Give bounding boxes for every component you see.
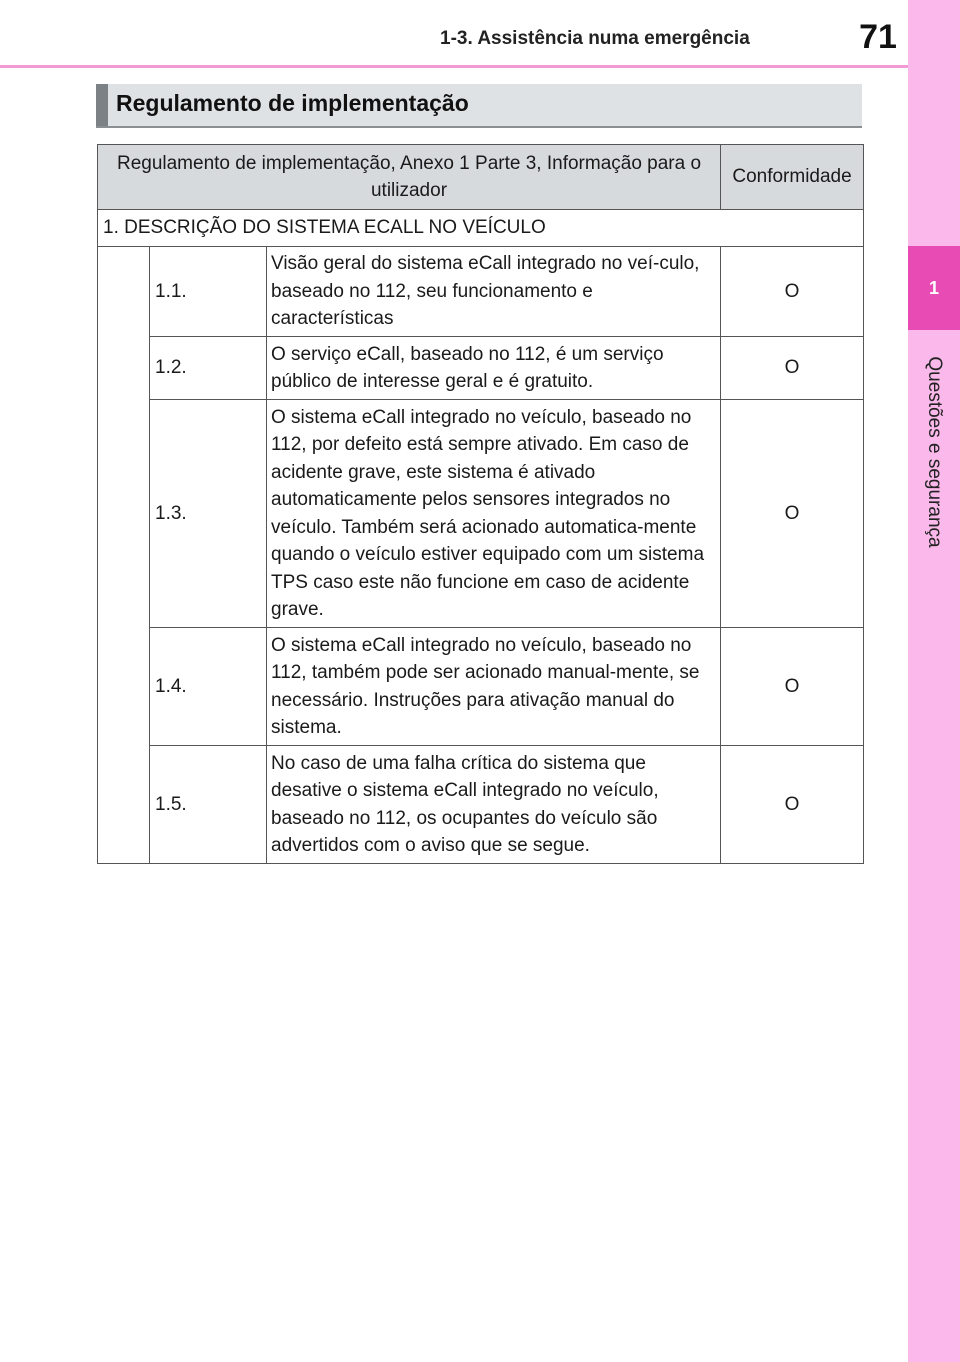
table-section-row (98, 210, 864, 247)
row-description: O sistema eCall integrado no veículo, baseado no 112, também pode ser acionado manual-mente, se necessário. Instruções para ativação manual do sistema. (267, 628, 721, 746)
row-conformity: O (721, 746, 864, 864)
row-number: 1.5. (150, 746, 267, 864)
chapter-side-tab (908, 0, 960, 1362)
row-number: 1.2. (150, 337, 267, 400)
table-header-conformity: Conformidade (721, 145, 864, 210)
section-heading-text: Regulamento de implementação (116, 90, 469, 116)
row-description: O sistema eCall integrado no veículo, baseado no 112, por defeito está sempre ativado. Em caso de acidente grave, este sistema é ativado automaticamente pelos sensores integrados no veículo. Também será acionado automatica-mente quando o veículo estiver equipado com um sistema TPS caso este não funcione em caso de acidente grave. (267, 400, 721, 628)
header-divider (0, 65, 908, 68)
table-row (98, 337, 864, 400)
row-description: No caso de uma falha crítica do sistema que desative o sistema eCall integrado no veículo, baseado no 112, os ocupantes do veículo são advertidos com o aviso que se segue. (267, 746, 721, 864)
page-number: 71 (859, 18, 897, 56)
table-section-title: 1. DESCRIÇÃO DO SISTEMA ECALL NO VEÍCULO (98, 210, 864, 247)
row-conformity: O (721, 400, 864, 628)
section-header-title: 1-3. Assistência numa emergência (440, 28, 750, 49)
table-header-row (98, 145, 864, 210)
chapter-number-tab: 1 (908, 246, 960, 330)
table-row (98, 628, 864, 746)
row-number: 1.4. (150, 628, 267, 746)
row-conformity: O (721, 247, 864, 337)
row-number: 1.3. (150, 400, 267, 628)
table-row (98, 400, 864, 628)
table-header-main: Regulamento de implementação, Anexo 1 Parte 3, Informação para o utilizador (98, 145, 721, 210)
chapter-label: Questões e segurança (924, 356, 945, 548)
indent-cell (98, 247, 150, 864)
row-number: 1.1. (150, 247, 267, 337)
heading-accent-bar (96, 84, 108, 126)
regulation-table (97, 144, 864, 864)
table-row (98, 247, 864, 337)
row-description: Visão geral do sistema eCall integrado no veí-culo, baseado no 112, seu funcionamento e características (267, 247, 721, 337)
table-row (98, 746, 864, 864)
row-conformity: O (721, 628, 864, 746)
section-heading (96, 84, 862, 128)
row-conformity: O (721, 337, 864, 400)
row-description: O serviço eCall, baseado no 112, é um serviço público de interesse geral e é gratuito. (267, 337, 721, 400)
